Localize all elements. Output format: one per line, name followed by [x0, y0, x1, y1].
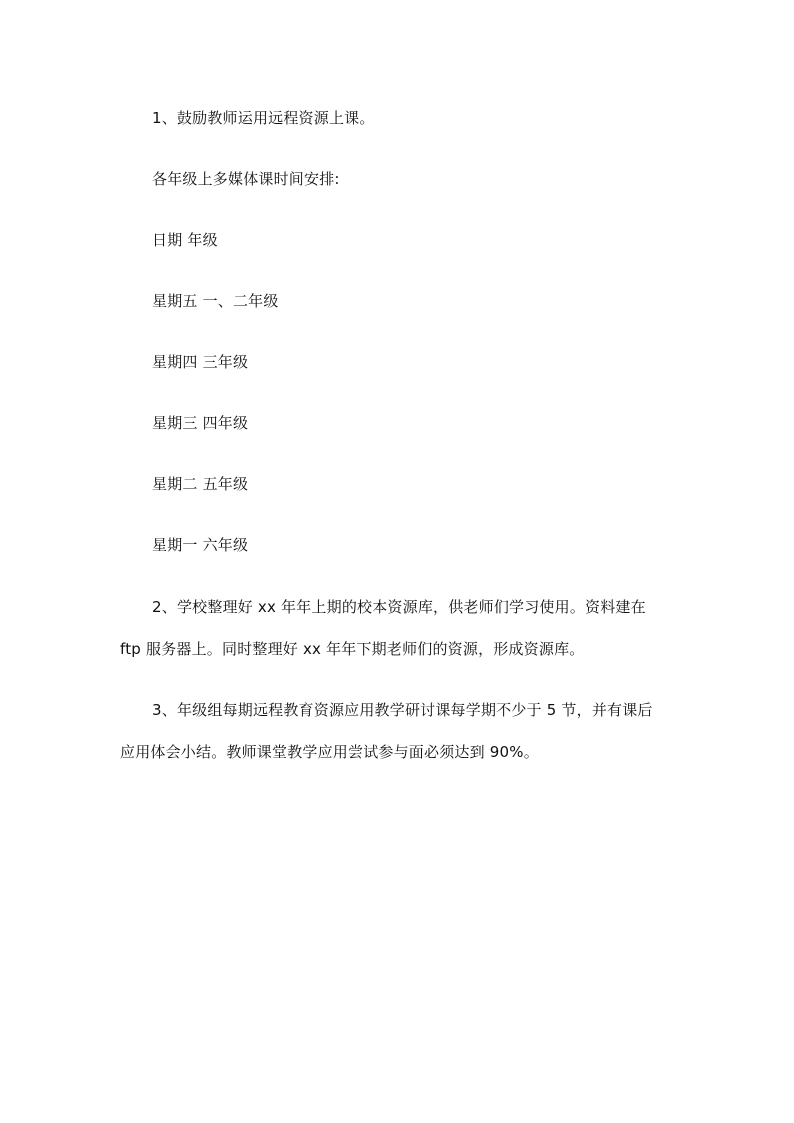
schedule-intro: 各年级上多媒体课时间安排:: [152, 170, 340, 188]
paragraph-item-2-line-2: ftp 服务器上。同时整理好 xx 年年下期老师们的资源，形成资源库。: [120, 640, 585, 658]
schedule-row-tuesday: 星期二 五年级: [152, 475, 249, 493]
schedule-row-friday: 星期五 一、二年级: [152, 292, 279, 310]
schedule-row-thursday: 星期四 三年级: [152, 353, 249, 371]
paragraph-item-2-line-1: 2、学校整理好 xx 年年上期的校本资源库，供老师们学习使用。资料建在: [152, 598, 646, 616]
schedule-header: 日期 年级: [152, 231, 218, 249]
schedule-row-monday: 星期一 六年级: [152, 536, 249, 554]
paragraph-item-3-line-1: 3、年级组每期远程教育资源应用教学研讨课每学期不少于 5 节，并有课后: [152, 701, 653, 719]
paragraph-item-1: 1、鼓励教师运用远程资源上课。: [152, 109, 375, 127]
schedule-row-wednesday: 星期三 四年级: [152, 414, 249, 432]
paragraph-item-3-line-2: 应用体会小结。教师课堂教学应用尝试参与面必须达到 90%。: [120, 743, 539, 761]
